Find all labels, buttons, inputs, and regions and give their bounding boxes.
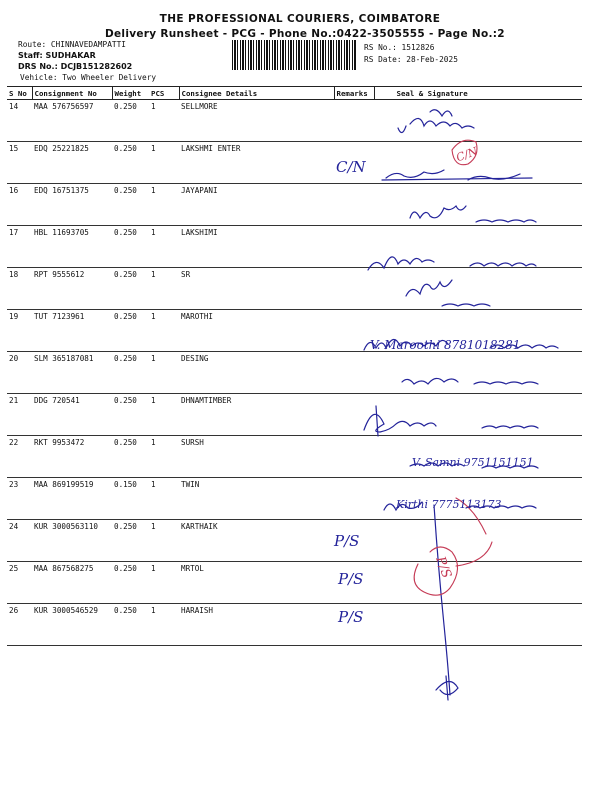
- cell-consignment: MAA 867568275: [32, 562, 112, 604]
- cell-sno: 17: [7, 226, 32, 268]
- cell-weight: 0.250: [112, 268, 149, 310]
- remark-ps-1-handwritten: P/S: [334, 532, 360, 550]
- cell-pcs: 1: [149, 436, 179, 478]
- cell-consignment: MAA 869199519: [32, 478, 112, 520]
- company-title: THE PROFESSIONAL COURIERS, COIMBATORE: [159, 13, 441, 25]
- cell-weight: 0.250: [112, 100, 149, 142]
- cell-consignment: DDG 720541: [32, 394, 112, 436]
- column-header-consignee: Consignee Details: [179, 87, 334, 100]
- rs-number: RS No.: 1512826: [364, 43, 435, 52]
- cell-consignee: HARAISH: [179, 604, 334, 646]
- signature-row-23-text: V. Samni 9751151151: [412, 456, 534, 469]
- cell-consignment: EDQ 25221825: [32, 142, 112, 184]
- cell-sno: 24: [7, 520, 32, 562]
- vehicle-label: Vehicle: Two Wheeler Delivery: [20, 73, 157, 82]
- cell-pcs: 1: [149, 562, 179, 604]
- cell-sno: 23: [7, 478, 32, 520]
- cell-weight: 0.250: [112, 184, 149, 226]
- signature-row-22: [364, 414, 436, 432]
- cell-weight: 0.250: [112, 562, 149, 604]
- signature-row-21: [402, 378, 458, 384]
- cell-weight: 0.250: [112, 226, 149, 268]
- signature-row-16: [410, 206, 466, 218]
- cell-pcs: 1: [149, 520, 179, 562]
- cell-sno: 21: [7, 394, 32, 436]
- cell-consignment: TUT 7123961: [32, 310, 112, 352]
- cell-consignment: SLM 365187081: [32, 352, 112, 394]
- signature-row-17: [368, 257, 434, 270]
- column-header-sno: S No: [7, 87, 32, 100]
- cell-consignee: DESING: [179, 352, 334, 394]
- cell-consignee: TWIN: [179, 478, 334, 520]
- cell-consignment: HBL 11693705: [32, 226, 112, 268]
- cell-weight: 0.250: [112, 352, 149, 394]
- cell-weight: 0.150: [112, 478, 149, 520]
- cell-sno: 25: [7, 562, 32, 604]
- runsheet-subtitle: Delivery Runsheet - PCG - Phone No.:0422-3505555 - Page No.:2: [105, 28, 505, 40]
- cell-pcs: 1: [149, 100, 179, 142]
- red-mark-ps: P/S: [432, 554, 454, 581]
- cell-sno: 18: [7, 268, 32, 310]
- cell-consignment: RPT 9555612: [32, 268, 112, 310]
- cell-consignment: KUR 3000546529: [32, 604, 112, 646]
- signature-row-14-top: [430, 110, 452, 116]
- cell-sno: 20: [7, 352, 32, 394]
- cell-pcs: 1: [149, 604, 179, 646]
- cell-consignee: SELLMORE: [179, 100, 334, 142]
- cell-sno: 26: [7, 604, 32, 646]
- signature-row-18: [406, 280, 452, 296]
- cell-consignment: RKT 9953472: [32, 436, 112, 478]
- cell-consignee: LAKSHMI ENTER: [179, 142, 334, 184]
- cell-pcs: 1: [149, 478, 179, 520]
- cell-weight: 0.250: [112, 436, 149, 478]
- rs-date: RS Date: 28-Feb-2025: [364, 55, 458, 64]
- staff-label: Staff: SUDHAKAR: [18, 51, 96, 60]
- signature-row-24-text: Kirthi 7775113173: [396, 498, 502, 511]
- cell-weight: 0.250: [112, 604, 149, 646]
- cell-pcs: 1: [149, 142, 179, 184]
- cell-weight: 0.250: [112, 310, 149, 352]
- cell-weight: 0.250: [112, 394, 149, 436]
- column-header-pcs: PCS: [149, 87, 179, 100]
- cell-pcs: 1: [149, 310, 179, 352]
- route-label: Route: CHINNAVEDAMPATTI: [18, 40, 126, 49]
- cell-consignee: SR: [179, 268, 334, 310]
- cell-sno: 16: [7, 184, 32, 226]
- cell-consignee: LAKSHIMI: [179, 226, 334, 268]
- cell-consignment: KUR 3000563110: [32, 520, 112, 562]
- cell-consignee: SURSH: [179, 436, 334, 478]
- drs-number: DRS No.: DCJB151282602: [18, 62, 133, 71]
- cell-consignee: MRTOL: [179, 562, 334, 604]
- cell-consignee: MAROTHI: [179, 310, 334, 352]
- cell-sno: 14: [7, 100, 32, 142]
- cell-sno: 15: [7, 142, 32, 184]
- cell-pcs: 1: [149, 184, 179, 226]
- cell-pcs: 1: [149, 268, 179, 310]
- column-header-weight: Weight: [112, 87, 149, 100]
- column-header-seal-signature: Seal & Signature: [374, 87, 582, 100]
- remark-cn-handwritten: C/N: [336, 158, 366, 176]
- signature-row-14: [398, 118, 474, 132]
- column-header-consignment: Consignment No: [32, 87, 112, 100]
- column-header-remarks: Remarks: [334, 87, 374, 100]
- cell-consignee: DHNAMTIMBER: [179, 394, 334, 436]
- cell-sno: 22: [7, 436, 32, 478]
- cell-weight: 0.250: [112, 142, 149, 184]
- cell-consignee: JAYAPANI: [179, 184, 334, 226]
- cell-pcs: 1: [149, 352, 179, 394]
- remark-ps-3-handwritten: P/S: [338, 608, 364, 626]
- cell-consignment: EDQ 16751375: [32, 184, 112, 226]
- cell-pcs: 1: [149, 394, 179, 436]
- cell-sno: 19: [7, 310, 32, 352]
- cell-consignment: MAA 576756597: [32, 100, 112, 142]
- cell-weight: 0.250: [112, 520, 149, 562]
- signature-row-15: [386, 170, 444, 178]
- red-mark-cn: C/N: [454, 144, 480, 165]
- signature-row-20-text: V. Maroothi 8781018281: [370, 338, 521, 352]
- cell-consignee: KARTHAIK: [179, 520, 334, 562]
- cell-pcs: 1: [149, 226, 179, 268]
- remark-ps-2-handwritten: P/S: [338, 570, 364, 588]
